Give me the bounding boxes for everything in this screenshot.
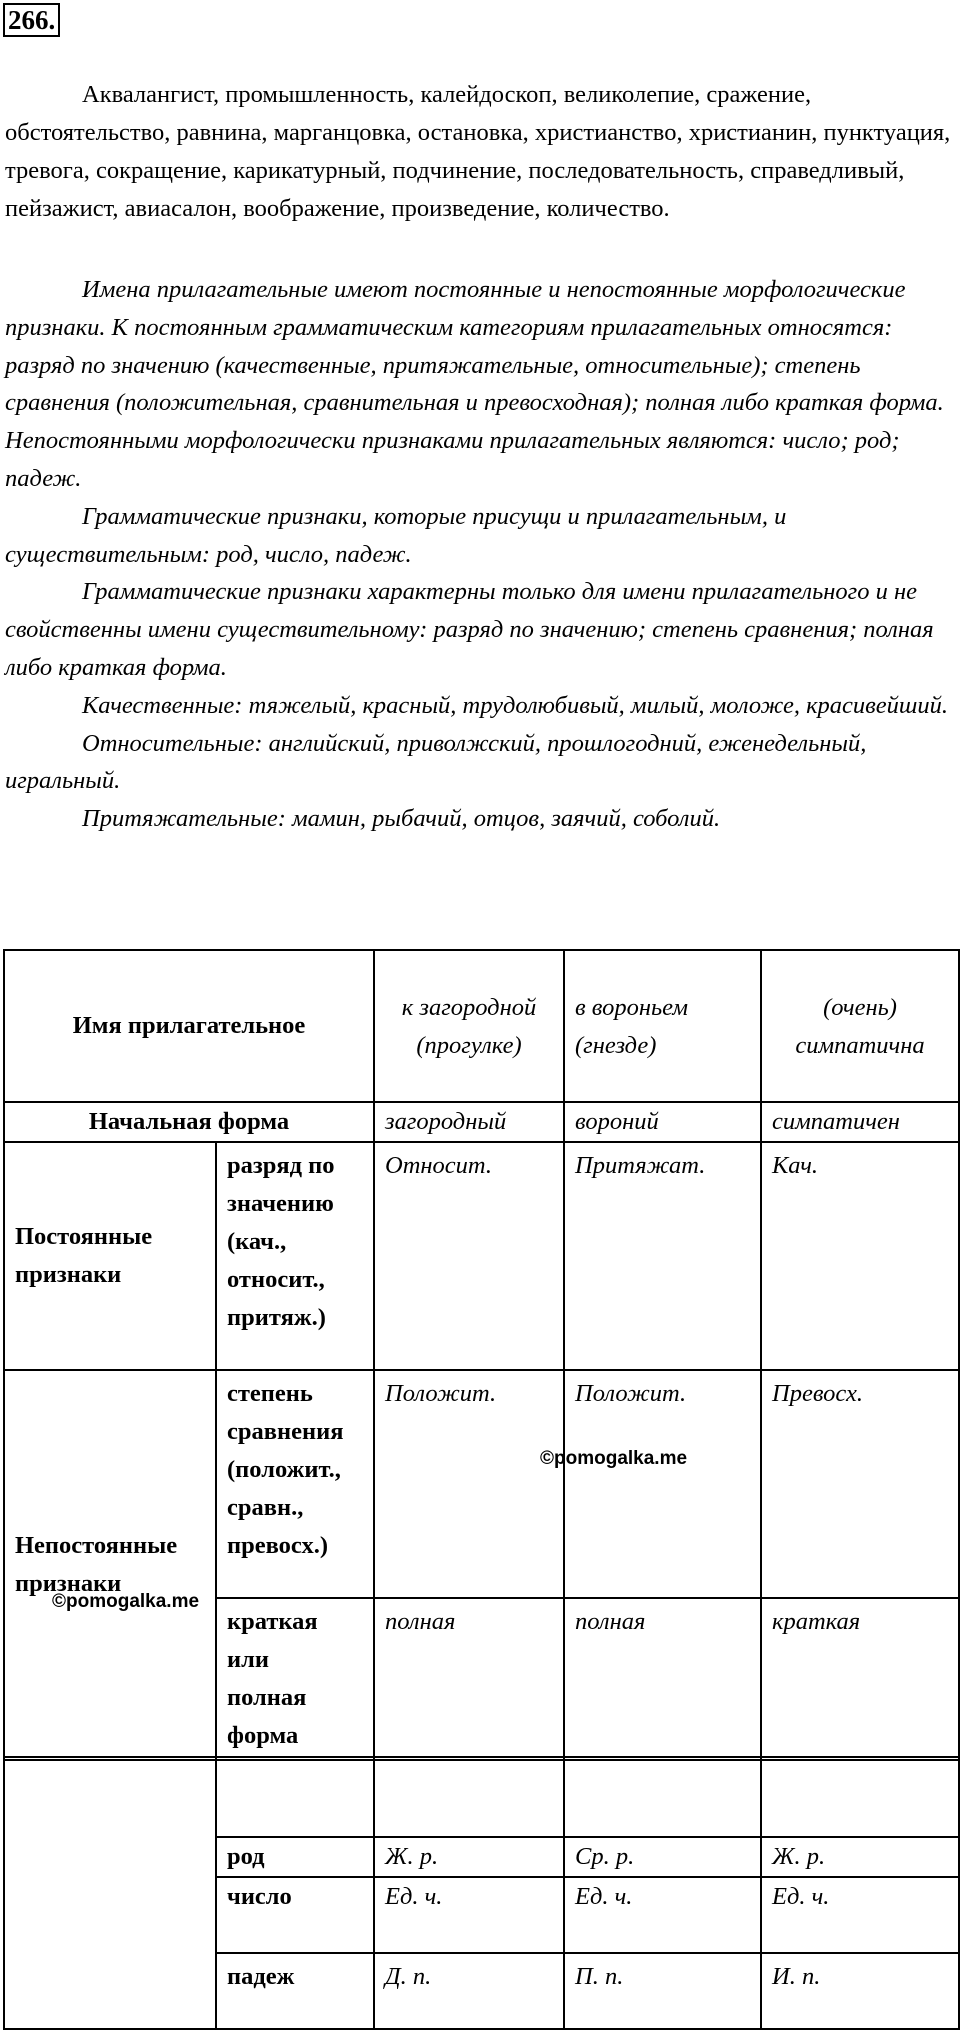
table-cell (216, 1757, 374, 1837)
paragraph: Грамматические признаки, которые присущи и прилагательным, и существительным: род, число, падеж. (5, 502, 787, 568)
theory-text (5, 271, 955, 838)
paragraph: Качественные: тяжелый, красный, трудолюбивый, милый, моложе, красивейший. (82, 691, 949, 719)
table-cell: загородный (374, 1102, 564, 1142)
table-cell: Ж. р. (374, 1837, 564, 1877)
exercise-number: 266. (3, 3, 60, 37)
table-cell (564, 1757, 761, 1837)
table-empty-row (4, 1757, 959, 1837)
table-cell: Превосх. (761, 1370, 959, 1598)
paragraph: Имена прилагательные имеют постоянные и непостоянные морфологические признаки. К постоянным грамматическим категориям прилагательных относятся: разряд по значению (качественные, притяжательные, относительные); степень сравнения (положительная, сравнительная и превосходная); полная либо краткая форма. Непостоянными морфологически признаками прилагательных являются: число; род; падеж. (5, 276, 944, 492)
variable-features-label: Непостоянные признаки (4, 1370, 216, 1760)
table-cell (761, 1757, 959, 1837)
table-cell: Притяжат. (564, 1142, 761, 1370)
table-cell: симпатичен (761, 1102, 959, 1142)
table-row (4, 1142, 959, 1370)
table-cell: краткая (761, 1598, 959, 1760)
table-cell: Положит. (374, 1370, 564, 1598)
row-label: разряд по значению (кач., относит., притяж.) (216, 1142, 374, 1370)
header-label: Имя прилагательное (4, 950, 374, 1102)
table-cell (374, 1757, 564, 1837)
table-cell (4, 1757, 216, 2029)
table-cell: Ед. ч. (761, 1877, 959, 1953)
table-row (4, 1370, 959, 1598)
table-cell: Кач. (761, 1142, 959, 1370)
table-cell: Д. п. (374, 1953, 564, 2029)
column-header: к загородной (прогулке) (374, 950, 564, 1102)
words-paragraph: Аквалангист, промышленность, калейдоскоп, великолепие, сражение, обстоятельство, равнина, марганцовка, остановка, христианство, христианин, пунктуация, тревога, сокращение, карикатурный, подчинение, последовательность, справедливый, пейзажист, авиасалон, воображение, произведение, количество. (5, 81, 951, 222)
table-cell: Ед. ч. (564, 1877, 761, 1953)
table-cell: Положит. (564, 1370, 761, 1598)
gender-number-case-table (3, 1756, 960, 2030)
row-label: падеж (216, 1953, 374, 2029)
column-header: (очень) симпатична (761, 950, 959, 1102)
initial-form-label: Начальная форма (4, 1102, 374, 1142)
table-cell: Ж. р. (761, 1837, 959, 1877)
paragraph: Относительные: английский, приволжский, прошлогодний, еженедельный, игральный. (5, 729, 867, 795)
column-header: в вороньем (гнезде) (564, 950, 761, 1102)
table-cell: вороний (564, 1102, 761, 1142)
watermark: ©pomogalka.me (52, 1591, 200, 1612)
table-header-row (4, 950, 959, 1102)
constant-features-label: Постоянные признаки (4, 1142, 216, 1370)
row-label: число (216, 1877, 374, 1953)
table-cell: И. п. (761, 1953, 959, 2029)
table-cell: Ед. ч. (374, 1877, 564, 1953)
paragraph: Грамматические признаки характерны только для имени прилагательного и не свойственны имени существительному: разряд по значению; степень сравнения; полная либо краткая форма. (5, 578, 934, 681)
table-cell: полная (564, 1598, 761, 1760)
row-label: краткая или полная форма (216, 1598, 374, 1760)
table-cell: Относит. (374, 1142, 564, 1370)
table-row (4, 1102, 959, 1142)
paragraph: Притяжательные: мамин, рыбачий, отцов, заячий, соболий. (82, 805, 721, 833)
table-cell: П. п. (564, 1953, 761, 2029)
row-label: степень сравнения (положит., сравн., превосх.) (216, 1370, 374, 1598)
row-label: род (216, 1837, 374, 1877)
morphology-table (3, 949, 960, 1761)
table-cell: полная (374, 1598, 564, 1760)
table-cell: Ср. р. (564, 1837, 761, 1877)
watermark: ©pomogalka.me (540, 1448, 688, 1469)
